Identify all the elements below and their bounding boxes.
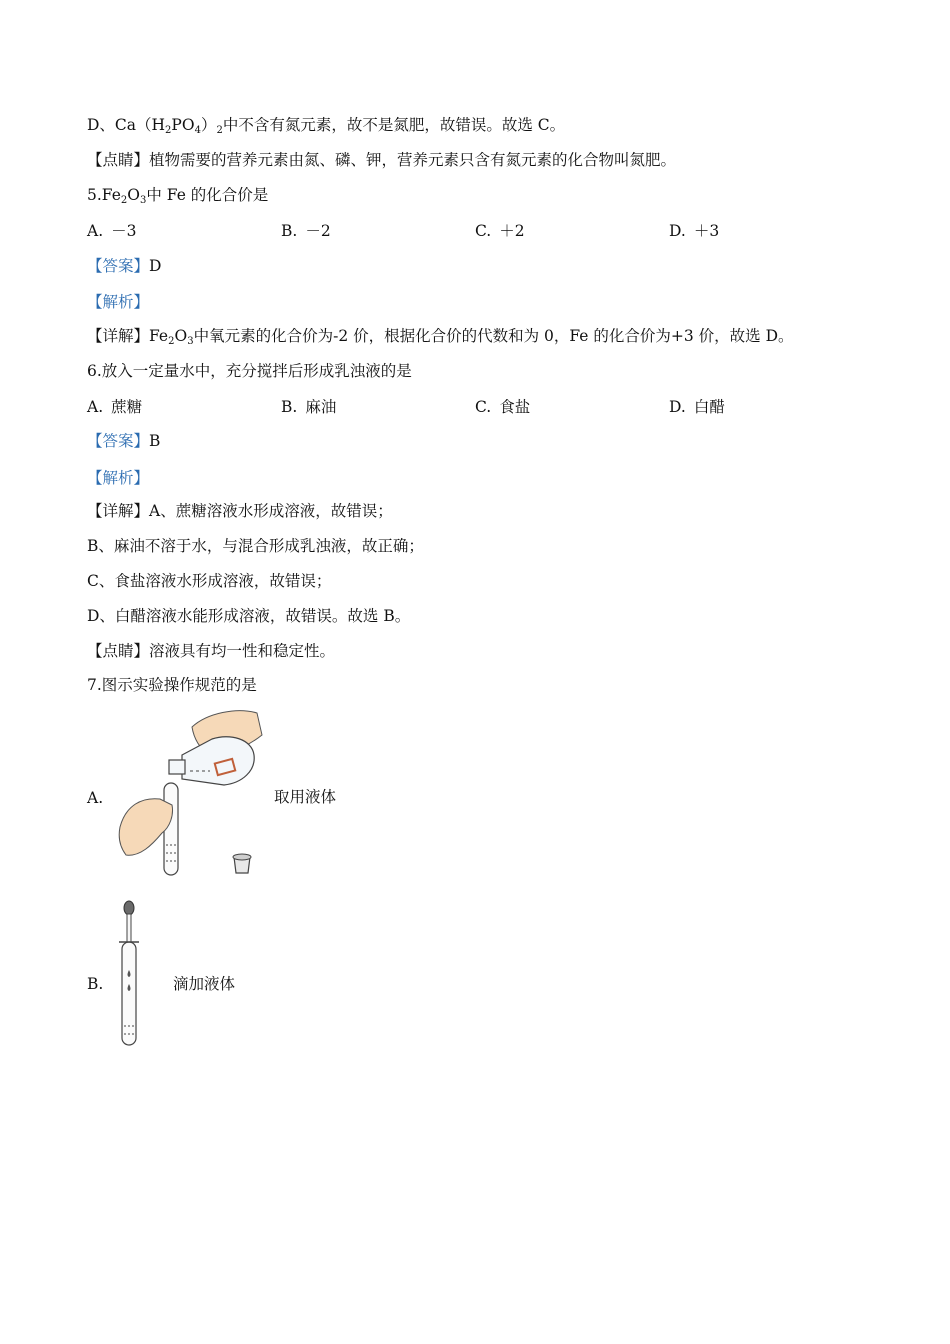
q5-analysis-heading: 【解析】 <box>87 293 150 311</box>
pouring-liquid-illustration <box>112 705 272 885</box>
q6-detail-b: B、麻油不溶于水，与混合形成乳浊液，故正确； <box>87 537 424 555</box>
q6-tip: 【点睛】溶液具有均一性和稳定性。 <box>87 642 336 660</box>
q6-option-d: D. 白醋 <box>669 398 725 416</box>
q5-option-a: A. －3 <box>87 222 137 240</box>
q7-option-a-text: 取用液体 <box>274 788 337 806</box>
q6-option-b: B. 麻油 <box>281 398 337 416</box>
q6-detail-a: 【详解】A、蔗糖溶液水形成溶液，故错误； <box>87 502 393 520</box>
q4-option-d-explanation: D、$Ca(H_2PO_4)_2$中不含有氮元素，故不是氮肥，故错误。故选 C。 <box>87 116 566 136</box>
q5-detail: 【详解】$Fe_2O_3$中氧元素的化合价为-2 价，根据化合价的代数和为 0，Fe 的化合价为+3 价，故选 D。 <box>87 327 794 347</box>
q5-answer: 【答案】D <box>87 257 162 275</box>
q6-detail-c: C、食盐溶液水形成溶液，故错误； <box>87 572 332 590</box>
q5-stem: $5.Fe_2O_3$中 Fe 的化合价是 <box>87 186 269 206</box>
q5-option-b: B. －2 <box>281 222 331 240</box>
q6-answer: 【答案】B <box>87 432 161 450</box>
q7-option-b-text: 滴加液体 <box>173 975 236 993</box>
q5-option-c: C. ＋2 <box>475 222 525 240</box>
dropper-illustration <box>115 898 145 1048</box>
q7-stem: 7.图示实验操作规范的是 <box>87 676 257 694</box>
q6-option-c: C. 食盐 <box>475 398 531 416</box>
q6-analysis-heading: 【解析】 <box>87 469 150 487</box>
q6-stem: 6.放入一定量水中，充分搅拌后形成乳浊液的是 <box>87 362 412 380</box>
q4-tip: 【点睛】植物需要的营养元素由氮、磷、钾，营养元素只含有氮元素的化合物叫氮肥。 <box>87 151 677 169</box>
q6-option-a: A. 蔗糖 <box>87 398 143 416</box>
q5-option-d: D. ＋3 <box>669 222 720 240</box>
q7-option-a-label: A. <box>87 789 104 807</box>
q6-detail-d: D、白醋溶液水能形成溶液，故错误。故选 B。 <box>87 607 411 625</box>
q7-option-b-label: B. <box>87 975 104 993</box>
